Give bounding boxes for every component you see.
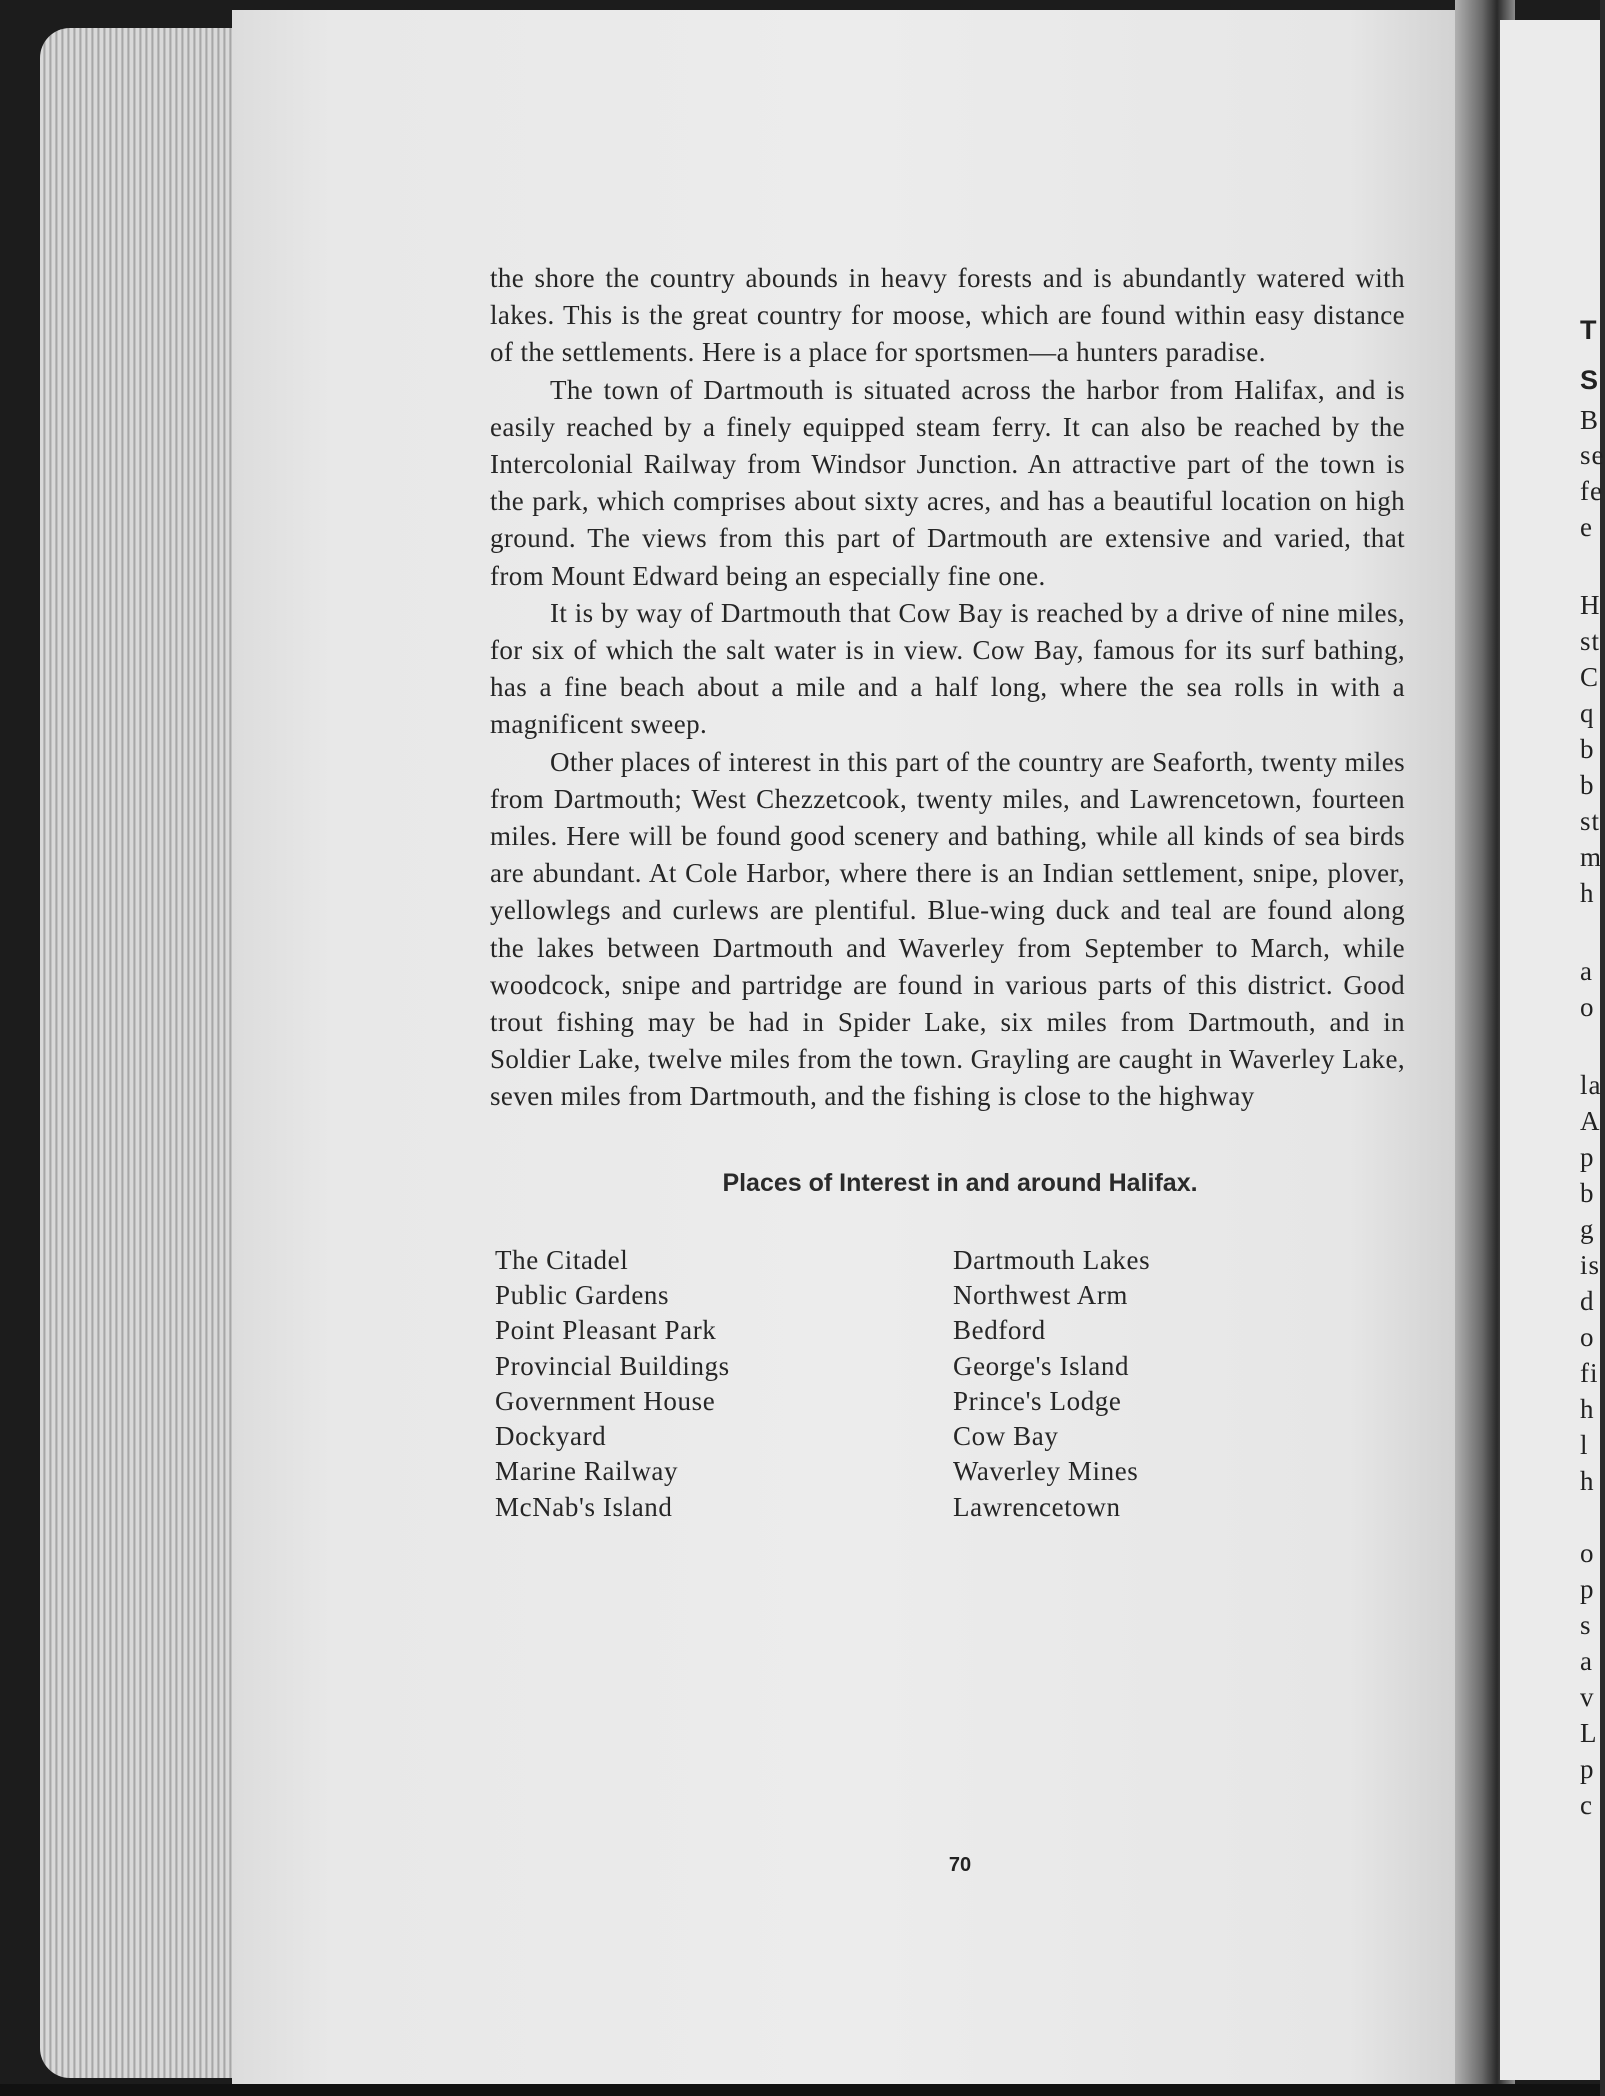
facing-line-fragment: s — [1580, 1610, 1592, 1640]
body-text — [490, 260, 1405, 1116]
facing-page — [1500, 20, 1605, 2080]
facing-line-fragment: A — [1580, 1106, 1601, 1136]
scan-bottom-edge — [0, 2084, 1600, 2096]
place-item: Northwest Arm — [953, 1279, 1129, 1310]
facing-line-fragment: b — [1580, 770, 1595, 800]
facing-line-fragment: e — [1580, 512, 1593, 542]
place-item: The Citadel — [495, 1244, 629, 1275]
place-item: Waverley Mines — [953, 1456, 1139, 1487]
place-item: Provincial Buildings — [495, 1350, 730, 1381]
paragraph: The town of Dartmouth is situated across the harbor from Halifax, and is easily reached by a finely equipped steam ferry. It can also be reached by the Intercolonial Railway from Windsor Junction. An attractive part of the town is the park, which comprises about sixty acres, and has a beautiful location on high ground. The views from this part of Dartmouth are extensive and varied, that from Mount Edward being an especially fine one. — [490, 374, 1405, 591]
paragraph: Other places of interest in this part of the country are Seaforth, twenty miles from Dartmouth; West Chezzetcook, twenty miles, and Lawrencetown, fourteen miles. Here will be found good scenery and bathing, while all kinds of sea birds are abundant. At Cole Harbor, where there is an Indian settlement, snipe, plover, yellowlegs and curlews are plentiful. Blue-wing duck and teal are found along the lakes between Dartmouth and Waverley from September to March, while woodcock, snipe and partridge are found in various parts of this district. Good trout fishing may be had in Spider Lake, six miles from Dartmouth, and in Soldier Lake, twelve miles from the town. Grayling are caught in Waverley Lake, seven miles from Dartmouth, and the fishing is close to the highway — [490, 746, 1405, 1112]
facing-line-fragment: is — [1580, 1250, 1601, 1280]
facing-line-fragment: fi — [1580, 1358, 1599, 1388]
places-column-left — [495, 1243, 730, 1525]
place-item: Bedford — [953, 1315, 1046, 1346]
place-item: Point Pleasant Park — [495, 1315, 717, 1346]
facing-line-fragment: o — [1580, 1322, 1595, 1352]
place-item: Public Gardens — [495, 1279, 670, 1310]
place-item: Government House — [495, 1385, 716, 1416]
facing-line-fragment: H — [1580, 590, 1601, 620]
facing-line-fragment: L — [1580, 1718, 1598, 1748]
facing-heading-fragment: S — [1580, 365, 1600, 395]
facing-line-fragment: fe — [1580, 476, 1603, 506]
facing-line-fragment: q — [1580, 698, 1595, 728]
facing-line-fragment: a — [1580, 1646, 1593, 1676]
facing-line-fragment: p — [1580, 1574, 1595, 1604]
facing-line-fragment: C — [1580, 662, 1600, 692]
place-item: Marine Railway — [495, 1456, 679, 1487]
place-item: Lawrencetown — [953, 1491, 1121, 1522]
places-heading: Places of Interest in and around Halifax. — [722, 1168, 1198, 1197]
facing-line-fragment: p — [1580, 1754, 1595, 1784]
facing-line-fragment: st — [1580, 626, 1601, 656]
places-column-right — [953, 1243, 1150, 1525]
place-item: George's Island — [953, 1350, 1130, 1381]
place-item: Dockyard — [495, 1421, 607, 1452]
facing-line-fragment: h — [1580, 878, 1595, 908]
facing-line-fragment: d — [1580, 1286, 1595, 1316]
facing-line-fragment: g — [1580, 1214, 1595, 1244]
book-page-edges — [40, 28, 240, 2078]
facing-heading-fragment: T — [1580, 315, 1598, 345]
facing-line-fragment: o — [1580, 1538, 1595, 1568]
facing-line-fragment: h — [1580, 1394, 1595, 1424]
facing-line-fragment: st — [1580, 806, 1601, 836]
facing-line-fragment: a — [1580, 956, 1593, 986]
paragraph: the shore the country abounds in heavy forests and is abundantly watered with lakes. This is the great country for moose, which are found within easy distance of the settlements. Here is a place for sportsmen—a hunters paradise. — [490, 263, 1405, 368]
facing-line-fragment: la — [1580, 1070, 1602, 1100]
place-item: McNab's Island — [495, 1491, 673, 1522]
page-number: 70 — [948, 1854, 972, 1876]
page-content — [490, 260, 1405, 1563]
facing-line-fragment: b — [1580, 734, 1595, 764]
facing-line-fragment: p — [1580, 1142, 1595, 1172]
paragraph: It is by way of Dartmouth that Cow Bay is reached by a drive of nine miles, for six of which the salt water is in view. Cow Bay, famous for its surf bathing, has a fine beach about a mile and a half long, where the sea rolls in with a magnificent sweep. — [490, 597, 1405, 740]
facing-line-fragment: se — [1580, 440, 1605, 470]
facing-line-fragment: B — [1580, 405, 1600, 435]
place-item: Cow Bay — [953, 1421, 1059, 1452]
facing-line-fragment: b — [1580, 1178, 1595, 1208]
facing-line-fragment: m — [1580, 842, 1603, 872]
facing-line-fragment: c — [1580, 1790, 1593, 1820]
places-list — [490, 1243, 1405, 1563]
place-item: Prince's Lodge — [953, 1385, 1122, 1416]
place-item: Dartmouth Lakes — [953, 1244, 1151, 1275]
facing-line-fragment: l — [1580, 1430, 1589, 1460]
facing-line-fragment: o — [1580, 992, 1595, 1022]
facing-line-fragment: h — [1580, 1466, 1595, 1496]
facing-line-fragment: v — [1580, 1682, 1595, 1712]
